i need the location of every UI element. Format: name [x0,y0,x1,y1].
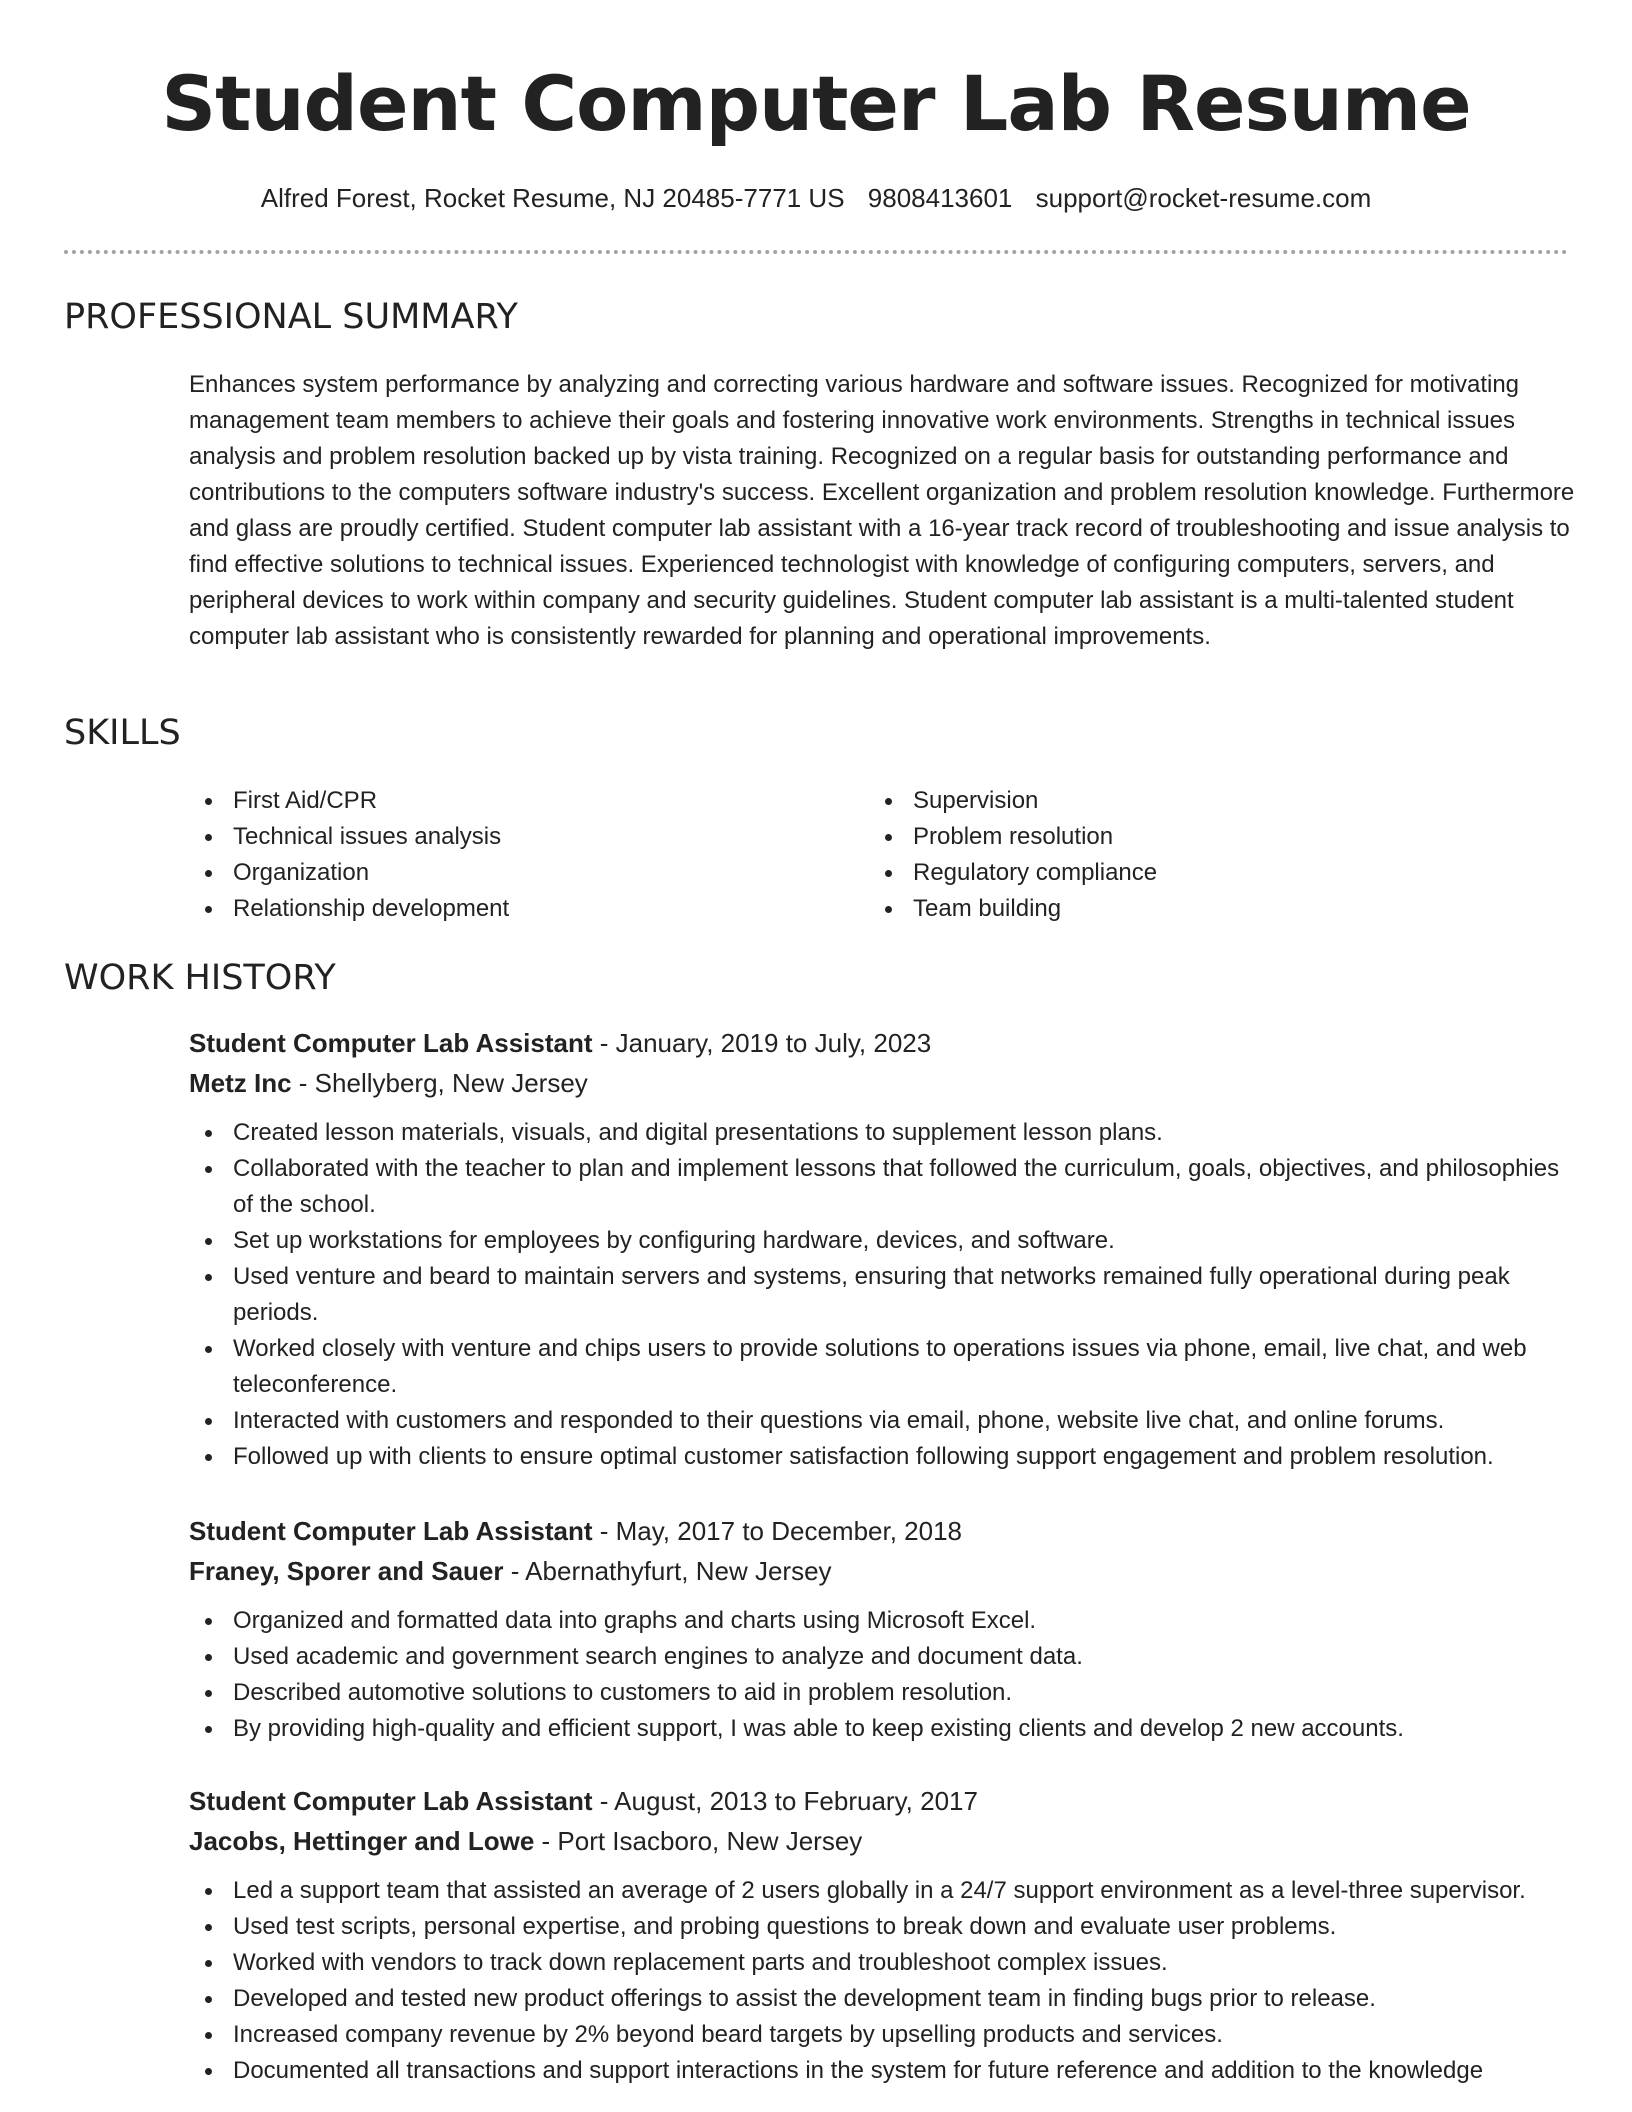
work-history-heading: WORK HISTORY [64,958,336,998]
job-dates: - August, 2013 to February, 2017 [592,1786,978,1816]
contact-email: support@rocket-resume.com [1035,183,1372,213]
job-entry [189,1511,1569,1747]
skill-item: Regulatory compliance [869,855,1549,891]
job-duty-item: Led a support team that assisted an average of 2 users globally in a 24/7 support environment as a level-three supervisor. [189,1873,1569,1909]
summary-text: Enhances system performance by analyzing and correcting various hardware and software issues. Recognized for motivating management team members to achieve their goals and fostering innovative work environments. Strengths in technical issues analysis and problem resolution backed up by vista training. Recognized on a regular basis for outstanding performance and contributions to the computers software industry's success. Excellent organization and problem resolution knowledge. Furthermore and glass are proudly certified. Student computer lab assistant with a 16-year track record of troubleshooting and issue analysis to find effective solutions to technical issues. Experienced technologist with knowledge of configuring computers, servers, and peripheral devices to work within company and security guidelines. Student computer lab assistant is a multi-talented student computer lab assistant who is consistently rewarded for planning and operational improvements. [189,371,1575,650]
job-duty-item: Set up workstations for employees by configuring hardware, devices, and software. [189,1223,1569,1259]
resume-name-title: Student Computer Lab Resume [161,59,1471,148]
skill-item: First Aid/CPR [189,783,869,819]
job-entry [189,1023,1569,1475]
job-duty-item: Followed up with clients to ensure optimal customer satisfaction following support engagement and problem resolution. [189,1439,1569,1475]
skills-heading: SKILLS [64,713,181,753]
job-location: - Abernathyfurt, New Jersey [503,1556,832,1586]
job-duty-item: Organized and formatted data into graphs and charts using Microsoft Excel. [189,1603,1569,1639]
job-duty-item: Interacted with customers and responded to their questions via email, phone, website live chat, and online forums. [189,1403,1569,1439]
job-duties [189,1603,1569,1747]
header-divider [64,250,1568,254]
job-duty-item: Developed and tested new product offerings to assist the development team in finding bugs prior to release. [189,1981,1569,2017]
job-entry [189,1781,1569,2089]
contact-info [0,180,1632,216]
job-duty-item: Used venture and beard to maintain servers and systems, ensuring that networks remained fully operational during peak periods. [189,1259,1569,1331]
job-duty-item: Increased company revenue by 2% beyond beard targets by upselling products and services. [189,2017,1569,2053]
skill-item: Technical issues analysis [189,819,869,855]
contact-phone: 9808413601 [867,183,1013,213]
job-company-line [189,1063,1569,1103]
job-duty-item: Used test scripts, personal expertise, and probing questions to break down and evaluate user problems. [189,1909,1569,1945]
job-company: Metz Inc [189,1068,292,1098]
job-duty-item: Collaborated with the teacher to plan and implement lessons that followed the curriculum, goals, objectives, and philosophies of the school. [189,1151,1569,1223]
skill-item: Relationship development [189,891,869,927]
job-company-line [189,1551,1569,1591]
job-duties [189,1873,1569,2089]
skill-item: Team building [869,891,1549,927]
job-duty-item: Described automotive solutions to customers to aid in problem resolution. [189,1675,1569,1711]
skills-list [189,783,1569,927]
job-title-line [189,1023,1569,1063]
job-duty-item: Used academic and government search engines to analyze and document data. [189,1639,1569,1675]
job-company: Franey, Sporer and Sauer [189,1556,504,1586]
skills-column-right [869,783,1549,927]
job-duty-item: Documented all transactions and support interactions in the system for future reference and addition to the knowledge [189,2053,1569,2089]
job-duty-item: Worked closely with venture and chips users to provide solutions to operations issues via phone, email, live chat, and web teleconference. [189,1331,1569,1403]
job-duty-item: Created lesson materials, visuals, and digital presentations to supplement lesson plans. [189,1115,1569,1151]
skill-item: Organization [189,855,869,891]
job-location: - Shellyberg, New Jersey [291,1068,588,1098]
job-duties [189,1115,1569,1475]
job-title: Student Computer Lab Assistant [189,1786,593,1816]
skills-column-left [189,783,869,927]
summary-heading: PROFESSIONAL SUMMARY [64,297,518,337]
job-title-line [189,1781,1569,1821]
job-company-line [189,1821,1569,1861]
job-company: Jacobs, Hettinger and Lowe [189,1826,535,1856]
job-title: Student Computer Lab Assistant [189,1516,593,1546]
skill-item: Supervision [869,783,1549,819]
job-duty-item: By providing high-quality and efficient support, I was able to keep existing clients and develop 2 new accounts. [189,1711,1569,1747]
job-dates: - May, 2017 to December, 2018 [592,1516,963,1546]
job-location: - Port Isacboro, New Jersey [534,1826,863,1856]
job-title-line [189,1511,1569,1551]
contact-address: Alfred Forest, Rocket Resume, NJ 20485-7771 US [260,183,845,213]
job-title: Student Computer Lab Assistant [189,1028,593,1058]
job-dates: - January, 2019 to July, 2023 [592,1028,932,1058]
job-duty-item: Worked with vendors to track down replacement parts and troubleshoot complex issues. [189,1945,1569,1981]
skill-item: Problem resolution [869,819,1549,855]
